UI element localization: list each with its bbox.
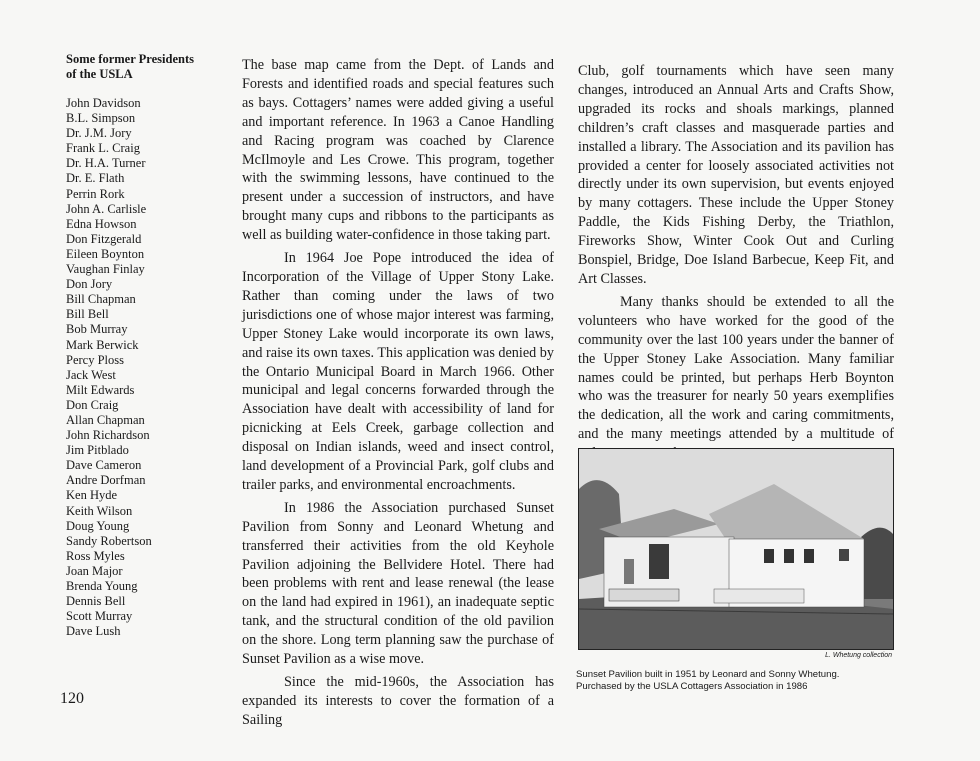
presidents-list bbox=[66, 96, 216, 639]
president-item: Dave Lush bbox=[66, 624, 121, 639]
president-item: Dennis Bell bbox=[66, 594, 126, 609]
caption-line-1: Sunset Pavilion built in 1951 by Leonard and Sonny Whetung. bbox=[576, 669, 840, 680]
president-item: Bob Murray bbox=[66, 322, 128, 337]
president-item: Dr. J.M. Jory bbox=[66, 126, 132, 141]
president-item: Percy Ploss bbox=[66, 352, 124, 367]
paragraph: Since the mid-1960s, the Association has expanded its interests to cover the formation of a Sailing bbox=[242, 674, 554, 728]
president-item: Bill Chapman bbox=[66, 292, 136, 307]
president-item: Ross Myles bbox=[66, 548, 125, 563]
president-item: Brenda Young bbox=[66, 579, 138, 593]
sidebar-title-line2: of the USLA bbox=[66, 67, 133, 81]
pavilion-photo bbox=[578, 448, 894, 650]
president-item: Jim Pitblado bbox=[66, 443, 129, 458]
president-item: Milt Edwards bbox=[66, 382, 135, 397]
paragraph: In 1964 Joe Pope introduced the idea of Incorporation of the Village of Upper Stony Lake. Rather than coming under the laws of two jurisdictions one of whose major interest was farming, Upper Stoney Lake would incorporate its own laws, and raise its own taxes. This application was denied by the Ontario Municipal Board in March 1966. Other municipal and legal concerns forwarded through the Association have dealt with accessibility of land for picnicking at Eels Creek, garbage collection and disposal on Indian islands, weed and insect control, land development of a Provincial Park, golf clubs and trailer parks, and environmental encroachments. bbox=[242, 250, 554, 493]
president-item: Joan Major bbox=[66, 563, 123, 578]
caption-line-2: Purchased by the USLA Cottagers Association in 1986 bbox=[576, 681, 808, 692]
president-item: B.L. Simpson bbox=[66, 111, 136, 126]
president-item: Jack West bbox=[66, 367, 116, 382]
paragraph: In 1986 the Association purchased Sunset Pavilion from Sonny and Leonard Whetung and transferred their activities from the old Keyhole Pavilion adjoining the Bellvidere Hotel. There had been problems with rent and lease renewal (the lease on the land had expired in 1961), an inadequate septic tank, and the structural condition of the old pavilion on the shore. Long term planning saw the purchase of Sunset Pavilion as a wise move. bbox=[242, 499, 554, 668]
sidebar-title-line1: Some former Presidents bbox=[66, 52, 194, 66]
president-item: Keith Wilson bbox=[66, 503, 133, 518]
pavilion-illustration bbox=[579, 449, 893, 649]
president-item: Doug Young bbox=[66, 518, 130, 533]
president-item: Edna Howson bbox=[66, 216, 137, 231]
president-item: Sandy Robertson bbox=[66, 533, 152, 548]
president-item: Don Fitzgerald bbox=[66, 231, 142, 246]
photo-credit: L. Whetung collection bbox=[825, 652, 892, 659]
president-item: Scott Murray bbox=[66, 609, 133, 624]
president-item: Allan Chapman bbox=[66, 412, 145, 427]
president-item: Mark Berwick bbox=[66, 337, 139, 352]
president-item: Dr. H.A. Turner bbox=[66, 156, 146, 171]
president-item: Vaughan Finlay bbox=[66, 262, 145, 277]
sidebar-title bbox=[66, 52, 216, 82]
paragraph: Many thanks should be extended to all the volunteers who have worked for the good of the community over the last 100 years under the banner of the Upper Stoney Lake Association. Many familiar names could be printed, but perhaps Herb Boynton who was the treasurer for nearly 50 years exemplifies the dedication, all the work and caring commitments, and the many meetings attended by a multitude of bbox=[578, 293, 894, 443]
president-item: Eileen Boynton bbox=[66, 246, 145, 261]
president-item: John Richardson bbox=[66, 428, 150, 443]
president-item: John Davidson bbox=[66, 96, 141, 110]
president-item: Bill Bell bbox=[66, 307, 109, 322]
president-item: Dr. E. Flath bbox=[66, 171, 125, 186]
paragraph: Club, golf tournaments which have seen many changes, introduced an Annual Arts and Crafts Show, upgraded its rocks and shoals markings, planned children’s craft classes and masquerade parties and installed a library. The Association and its pavilion has provided a center for loosely associated activities not directly under its own supervision, but events enjoyed by many cottagers. These include the Upper Stoney Paddle, the Kids Fishing Derby, the Triathlon, Fireworks Show, Winter Cook Out and Curling Bonspiel, Bridge, Doe Island Barbecue, Keep Fit, and Art Classes. bbox=[578, 63, 894, 287]
paragraph: The base map came from the Dept. of Lands and Forests and identified roads and special features such as bays. Cottagers’ names were added giving a useful and important reference. In 1963 a Canoe Handling and Racing program was coached by Clarence McIlmoyle and Les Crowe. This program, together with the swimming lessons, have continued to the present under a succession of instructors, and have brought many cups and ribbons to the participants as well as building water-confidence in those taking part. bbox=[242, 57, 554, 244]
president-item: Don Jory bbox=[66, 277, 113, 292]
president-item: Andre Dorfman bbox=[66, 473, 146, 488]
text-column-1 bbox=[242, 56, 554, 734]
president-item: Perrin Rork bbox=[66, 186, 125, 201]
president-item: Frank L. Craig bbox=[66, 141, 140, 156]
president-item: Dave Cameron bbox=[66, 458, 142, 473]
photo-caption bbox=[576, 669, 896, 693]
page-number: 120 bbox=[60, 690, 84, 707]
president-item: Don Craig bbox=[66, 397, 119, 412]
text-column-2 bbox=[578, 62, 894, 467]
president-item: Ken Hyde bbox=[66, 488, 118, 503]
presidents-sidebar bbox=[66, 52, 216, 639]
president-item: John A. Carlisle bbox=[66, 201, 147, 216]
